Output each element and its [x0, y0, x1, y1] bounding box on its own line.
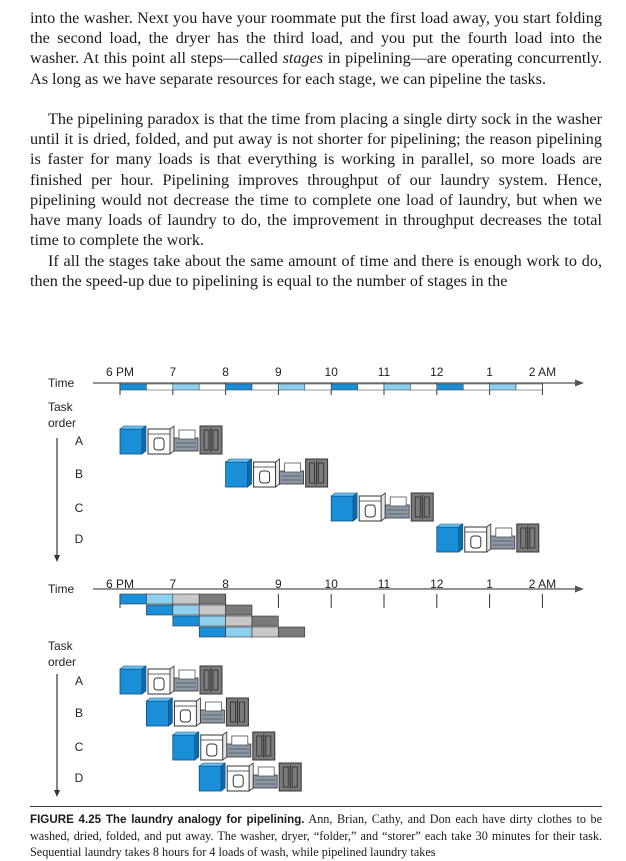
dryer-side [249, 763, 253, 791]
seq-tick-label: 2 AM [528, 365, 557, 379]
washer-side [142, 426, 146, 454]
washer-side [168, 698, 172, 726]
washer-side [221, 763, 225, 791]
pipe-task-C-dryer-segment [199, 616, 225, 626]
folder-table [174, 678, 198, 691]
dryer-door [154, 438, 164, 450]
seq-load-D [437, 524, 539, 552]
washer-lid [120, 426, 146, 429]
dryer-door [260, 471, 270, 483]
dryer-side [276, 459, 280, 487]
paragraph-1-end: in pipelining—are operating concurrently. As long as we have separate resources for each stage, we can pipeline the tasks. [30, 49, 602, 88]
seq-time-slot [278, 384, 304, 390]
pipe-task-A-folder-segment [173, 594, 199, 604]
seq-time-slot [146, 384, 172, 390]
pipe-task-D-storer-segment [278, 627, 304, 637]
seq-task-D-label: D [74, 532, 84, 546]
folder-shirt [285, 463, 301, 472]
dryer-door [471, 536, 481, 548]
seq-task-order-arrowhead [54, 555, 60, 562]
washer-lid [226, 459, 252, 462]
pipe-load-A [120, 666, 222, 694]
seq-time-slot [463, 384, 489, 390]
pipe-task-A-dryer-segment [146, 594, 172, 604]
washer-side [142, 666, 146, 694]
dryer-side [381, 493, 385, 521]
pipe-tick-label: 7 [169, 577, 177, 591]
washer-lid [437, 524, 463, 527]
pipe-tick-label: 9 [275, 577, 282, 591]
washer-lid [146, 698, 172, 701]
washer-body [331, 496, 353, 521]
seq-time-slot [173, 384, 199, 390]
washer-body [120, 669, 142, 694]
folder-table [227, 744, 251, 757]
seq-load-C [331, 493, 433, 521]
folder-table [385, 505, 409, 518]
seq-time-slot [410, 384, 436, 390]
pipe-task-B-storer-segment [226, 605, 252, 615]
folder-shirt [496, 528, 512, 537]
seq-tick-label: 12 [430, 365, 444, 379]
figure-caption-text: Ann, Brian, Cathy, and Don each have dirty clothes to be washed, dried, folded, and put away. The washer, dryer, “folder,” and “storer” each take 30 minutes for their task. Sequential laundry takes 8 hours for 4 loads of wash, while pipelined laundry takes [30, 812, 603, 860]
pipe-load-B [146, 698, 248, 726]
seq-tick-label: 6 PM [105, 365, 135, 379]
washer-body [437, 527, 459, 552]
washer-lid [173, 732, 199, 735]
seq-order-label: order [48, 416, 77, 430]
pipe-tick-label: 10 [324, 577, 338, 591]
paragraph-1 [30, 8, 602, 89]
pipe-tick-label: 2 AM [528, 577, 557, 591]
folder-shirt [179, 670, 195, 679]
pipe-task-C-washer-segment [173, 616, 199, 626]
figure-caption-label: FIGURE 4.25 The laundry analogy for pipelining. [30, 813, 305, 826]
seq-time-slot [358, 384, 384, 390]
pipe-task-C-folder-segment [226, 616, 252, 626]
washer-lid [331, 493, 357, 496]
seq-time-slot [199, 384, 225, 390]
seq-time-slot [120, 384, 146, 390]
dryer-door [154, 678, 164, 690]
seq-time-axis-arrowhead [575, 380, 584, 387]
pipe-task-A-storer-segment [199, 594, 225, 604]
dryer-door [233, 775, 243, 787]
paragraph-3: If all the stages take about the same amount of time and there is enough work to do, then the speed-up due to pipelining is equal to the number of stages in the [30, 252, 602, 291]
pipe-tick-label: 6 PM [105, 577, 135, 591]
pipe-tick-label: 11 [377, 577, 391, 591]
washer-side [248, 459, 252, 487]
folder-table [280, 471, 304, 484]
washer-side [195, 732, 199, 760]
pipe-task-order-arrowhead [54, 790, 60, 797]
seq-time-slot [226, 384, 252, 390]
laundry-pipeline-figure [0, 350, 626, 800]
seq-time-slot [305, 384, 331, 390]
pipe-time-label: Time [48, 582, 75, 596]
washer-lid [199, 763, 225, 766]
seq-load-A [120, 426, 222, 454]
seq-task-A-label: A [74, 434, 84, 448]
seq-time-slot [252, 384, 278, 390]
pipe-task-A-washer-segment [120, 594, 146, 604]
folder-shirt [205, 702, 221, 711]
seq-tick-label: 1 [486, 365, 493, 379]
folder-shirt [232, 736, 248, 745]
folder-shirt [258, 767, 274, 776]
folder-shirt [390, 497, 406, 506]
pipe-task-D-label: D [74, 771, 84, 785]
seq-load-B [226, 459, 328, 487]
folder-shirt [179, 430, 195, 439]
pipe-load-C [173, 732, 275, 760]
washer-body [226, 462, 248, 487]
washer-body [199, 766, 221, 791]
seq-tick-label: 7 [169, 365, 177, 379]
pipe-time-axis-arrowhead [575, 586, 584, 593]
folder-table [174, 438, 198, 451]
folder-table [200, 710, 224, 723]
washer-body [146, 701, 168, 726]
paragraph-1-text: into the washer. Next you have your roommate put the first load away, you start folding the second load, the dryer has the third load, and you put the fourth load into the washer. At this point all steps—called [30, 9, 602, 68]
pipe-task-A-label: A [74, 674, 84, 688]
washer-side [353, 493, 357, 521]
washer-side [459, 524, 463, 552]
pipe-task-B-washer-segment [146, 605, 172, 615]
pipe-tick-label: 8 [222, 577, 229, 591]
pipe-tick-label: 12 [430, 577, 444, 591]
seq-task-B-label: B [74, 467, 84, 481]
seq-time-slot [331, 384, 357, 390]
pipe-tick-label: 1 [486, 577, 493, 591]
seq-time-slot [490, 384, 516, 390]
washer-body [173, 735, 195, 760]
dryer-side [487, 524, 491, 552]
seq-tick-label: 9 [275, 365, 282, 379]
pipe-order-label: order [48, 655, 77, 669]
seq-time-slot [384, 384, 410, 390]
seq-time-slot [437, 384, 463, 390]
seq-tick-label: 11 [377, 365, 391, 379]
seq-task-C-label: C [74, 501, 84, 515]
pipe-task-C-storer-segment [252, 616, 278, 626]
pipe-task-D-folder-segment [252, 627, 278, 637]
folder-table [253, 775, 277, 788]
dryer-door [180, 710, 190, 722]
dryer-door [207, 744, 217, 756]
dryer-side [170, 426, 174, 454]
pipe-load-D [199, 763, 301, 791]
folder-table [491, 536, 515, 549]
pipe-task-D-washer-segment [199, 627, 225, 637]
dryer-side [223, 732, 227, 760]
seq-task-label: Task [48, 400, 73, 414]
figure-caption [30, 806, 602, 861]
paragraph-2: The pipelining paradox is that the time from placing a single dirty sock in the washer until it is dried, folded, and put away is not shorter for pipelining; the reason pipelining is faster for many loads is that everything is working in parallel, so more loads are finished per hour. Pipelining improves throughput of our laundry system. Hence, pipelining would not decrease the time to complete one load of laundry, but when we have many loads of laundry to do, the improvement in throughput decreases the total time to complete the work. [30, 110, 602, 250]
pipe-task-D-dryer-segment [226, 627, 252, 637]
seq-tick-label: 10 [324, 365, 338, 379]
pipe-task-B-label: B [74, 706, 84, 720]
dryer-side [196, 698, 200, 726]
seq-time-slot [516, 384, 542, 390]
term-stages: stages [282, 49, 324, 68]
pipe-task-label: Task [48, 639, 73, 653]
washer-lid [120, 666, 146, 669]
dryer-door [365, 505, 375, 517]
seq-time-label: Time [48, 376, 75, 390]
pipe-task-B-dryer-segment [173, 605, 199, 615]
pipe-task-C-label: C [74, 740, 84, 754]
seq-tick-label: 8 [222, 365, 229, 379]
pipe-task-B-folder-segment [199, 605, 225, 615]
washer-body [120, 429, 142, 454]
dryer-side [170, 666, 174, 694]
